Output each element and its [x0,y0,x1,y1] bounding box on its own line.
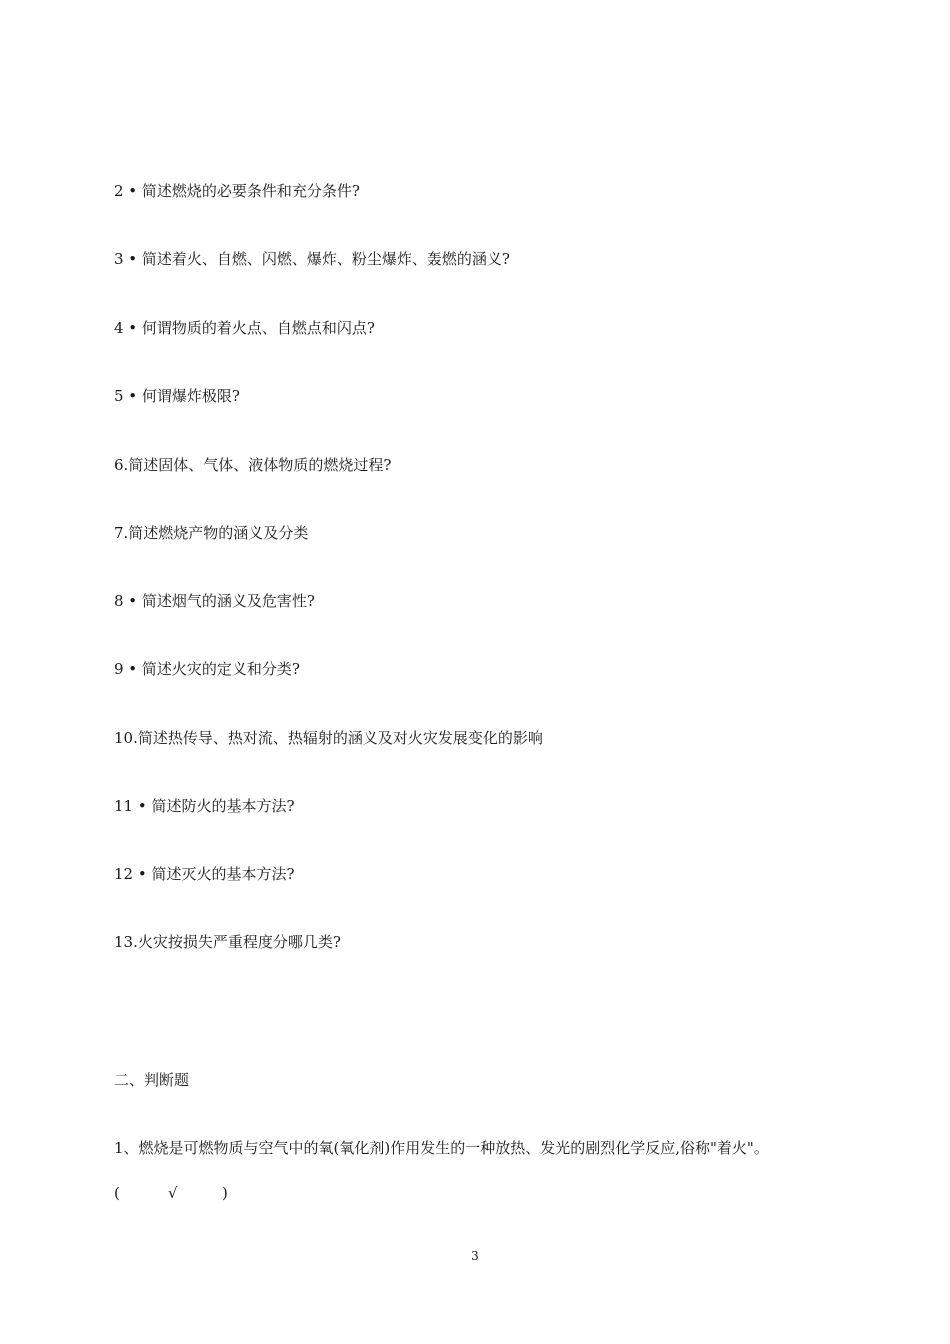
question-item: 5 • 何谓爆炸极限? [114,387,240,405]
answer-paren-right: ) [222,1184,228,1202]
check-mark: √ [168,1184,178,1202]
question-item: 9 • 简述火灾的定义和分类? [114,660,300,678]
question-item: 8 • 简述烟气的涵义及危害性? [114,592,315,610]
page-number: 3 [471,1249,479,1263]
answer-paren-left: ( [114,1184,120,1202]
question-item: 13.火灾按损失严重程度分哪几类? [114,933,341,951]
section-heading: 二、判断题 [114,1071,190,1089]
question-item: 3 • 简述着火、自燃、闪燃、爆炸、粉尘爆炸、轰燃的涵义? [114,250,510,268]
question-item: 11 • 简述防火的基本方法? [114,797,295,815]
question-item: 10.简述热传导、热对流、热辐射的涵义及对火灾发展变化的影响 [114,729,543,747]
judgement-statement: 1、燃烧是可燃物质与空气中的氧(氧化剂)作用发生的一种放热、发光的剧烈化学反应,俗称"着火"。 [114,1139,769,1157]
question-item: 6.简述固体、气体、液体物质的燃烧过程? [114,456,392,474]
question-item: 7.简述燃烧产物的涵义及分类 [114,524,309,542]
question-item: 12 • 简述灭火的基本方法? [114,865,295,883]
question-item: 2 • 简述燃烧的必要条件和充分条件? [114,182,360,200]
question-item: 4 • 何谓物质的着火点、自燃点和闪点? [114,319,375,337]
